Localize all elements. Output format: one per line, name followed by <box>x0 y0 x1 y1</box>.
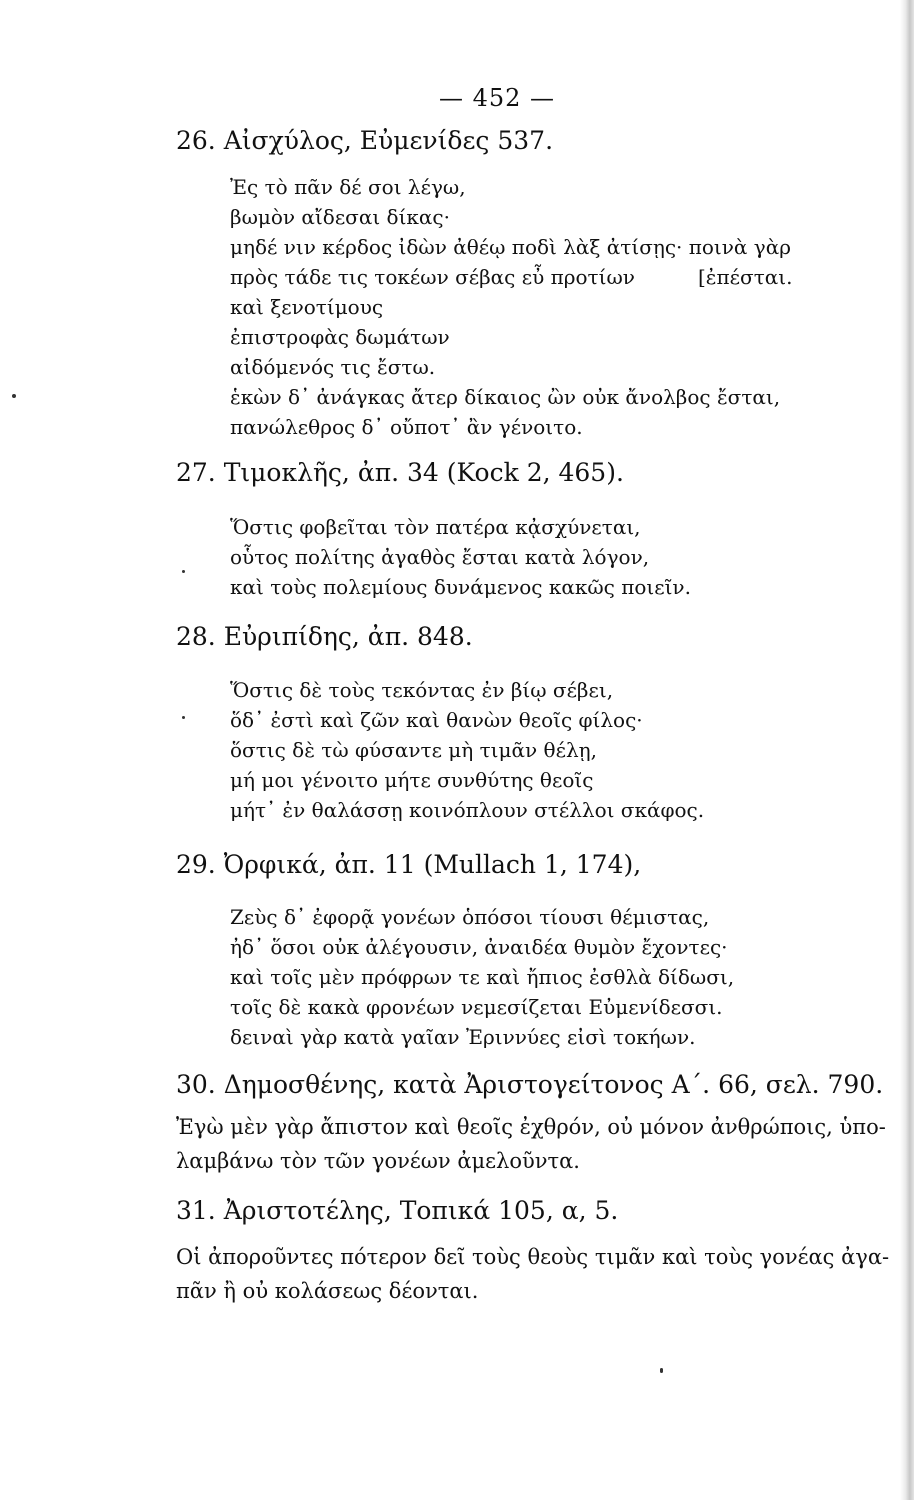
scan-speck <box>660 1368 663 1373</box>
prose-line: Οἱ ἀποροῦντες πότερον δεῖ τοὺς θεοὺς τιμᾶν καὶ τοὺς γονέας ἀγα- <box>176 1245 890 1269</box>
verse-line: ἐπιστροφὰς δωμάτων <box>230 325 450 349</box>
scan-speck <box>182 716 185 719</box>
verse-line: ἠδ᾽ ὅσοι οὐκ ἀλέγουσιν, ἀναιδέα θυμὸν ἔχοντες· <box>230 935 728 959</box>
verse-block-27 <box>230 512 691 602</box>
prose-line: Ἐγὼ μὲν γὰρ ἄπιστον καὶ θεοῖς ἐχθρόν, οὐ μόνον ἀνθρώποις, ὑπο- <box>176 1115 886 1139</box>
prose-line: λαμβάνω τὸν τῶν γονέων ἀμελοῦντα. <box>176 1149 580 1173</box>
verse-line: Ὅστις δὲ τοὺς τεκόντας ἐν βίῳ σέβει, <box>230 678 614 702</box>
verse-block-29 <box>230 902 734 1052</box>
verse-line: πανώλεθρος δ᾽ οὔποτ᾽ ἂν γένοιτο. <box>230 415 583 439</box>
verse-line: μήτ᾽ ἐν θαλάσσῃ κοινόπλουν στέλλοι σκάφος. <box>230 798 705 822</box>
verse-line: καὶ τοῖς μὲν πρόφρων τε καὶ ἤπιος ἐσθλὰ δίδωσι, <box>230 965 735 989</box>
verse-line: μή μοι γένοιτο μήτε συνθύτης θεοῖς <box>230 768 594 792</box>
verse-line: πρὸς τάδε τις τοκέων σέβας εὖ προτίων <box>230 265 635 289</box>
verse-line: Ζεὺς δ᾽ ἐφορᾷ γονέων ὁπόσοι τίουσι θέμιστας, <box>230 905 710 929</box>
verse-line: μηδέ νιν κέρδος ἰδὼν ἀθέῳ ποδὶ λὰξ ἀτίσῃς· ποινὰ γὰρ <box>230 235 792 259</box>
prose-block-31 <box>176 1240 890 1308</box>
verse-line-with-note <box>230 262 791 292</box>
verse-block-28 <box>230 675 704 825</box>
verse-line: Ὅστις φοβεῖται τὸν πατέρα κᾀσχύνεται, <box>230 515 641 539</box>
section-heading-28: 28. Εὐριπίδης, ἀπ. 848. <box>176 622 473 651</box>
scan-speck <box>12 394 16 398</box>
verse-line: δειναὶ γὰρ κατὰ γαῖαν Ἐριννύες εἰσὶ τοκήων. <box>230 1025 696 1049</box>
verse-block-26 <box>230 172 791 442</box>
verse-line: τοῖς δὲ κακὰ φρονέων νεμεσίζεται Εὐμενίδεσσι. <box>230 995 723 1019</box>
prose-block-30 <box>176 1110 886 1178</box>
prose-line: πᾶν ἢ οὐ κολάσεως δέονται. <box>176 1279 479 1303</box>
scanned-page-edge <box>900 0 914 1500</box>
section-heading-29: 29. Ὀρφικά, ἀπ. 11 (Mullach 1, 174), <box>176 850 642 879</box>
verse-line: αἰδόμενός τις ἔστω. <box>230 355 436 379</box>
bracket-note: [ἐπέσται. <box>698 265 793 289</box>
verse-line: βωμὸν αἴδεσαι δίκας· <box>230 205 450 229</box>
verse-line: ὅστις δὲ τὼ φύσαντε μὴ τιμᾶν θέλῃ, <box>230 738 597 762</box>
verse-line: καὶ τοὺς πολεμίους δυνάμενος κακῶς ποιεῖν. <box>230 575 691 599</box>
scan-speck <box>182 570 185 573</box>
section-heading-27: 27. Τιμοκλῆς, ἀπ. 34 (Kock 2, 465). <box>176 458 624 487</box>
verse-line: ἑκὼν δ᾽ ἀνάγκας ἄτερ δίκαιος ὢν οὐκ ἄνολβος ἔσται, <box>230 385 781 409</box>
verse-line: Ἐς τὸ πᾶν δέ σοι λέγω, <box>230 175 466 199</box>
verse-line: ὅδ᾽ ἐστὶ καὶ ζῶν καὶ θανὼν θεοῖς φίλος· <box>230 708 643 732</box>
verse-line: καὶ ξενοτίμους <box>230 295 384 319</box>
section-heading-26: 26. Αἰσχύλος, Εὐμενίδες 537. <box>176 126 554 155</box>
section-heading-30: 30. Δημοσθένης, κατὰ Ἀριστογείτονος Α΄. 66, σελ. 790. <box>176 1070 884 1099</box>
section-heading-31: 31. Ἀριστοτέλης, Τοπικά 105, α, 5. <box>176 1196 619 1225</box>
page-number: — 452 — <box>438 84 556 112</box>
verse-line: οὗτος πολίτης ἀγαθὸς ἔσται κατὰ λόγον, <box>230 545 650 569</box>
